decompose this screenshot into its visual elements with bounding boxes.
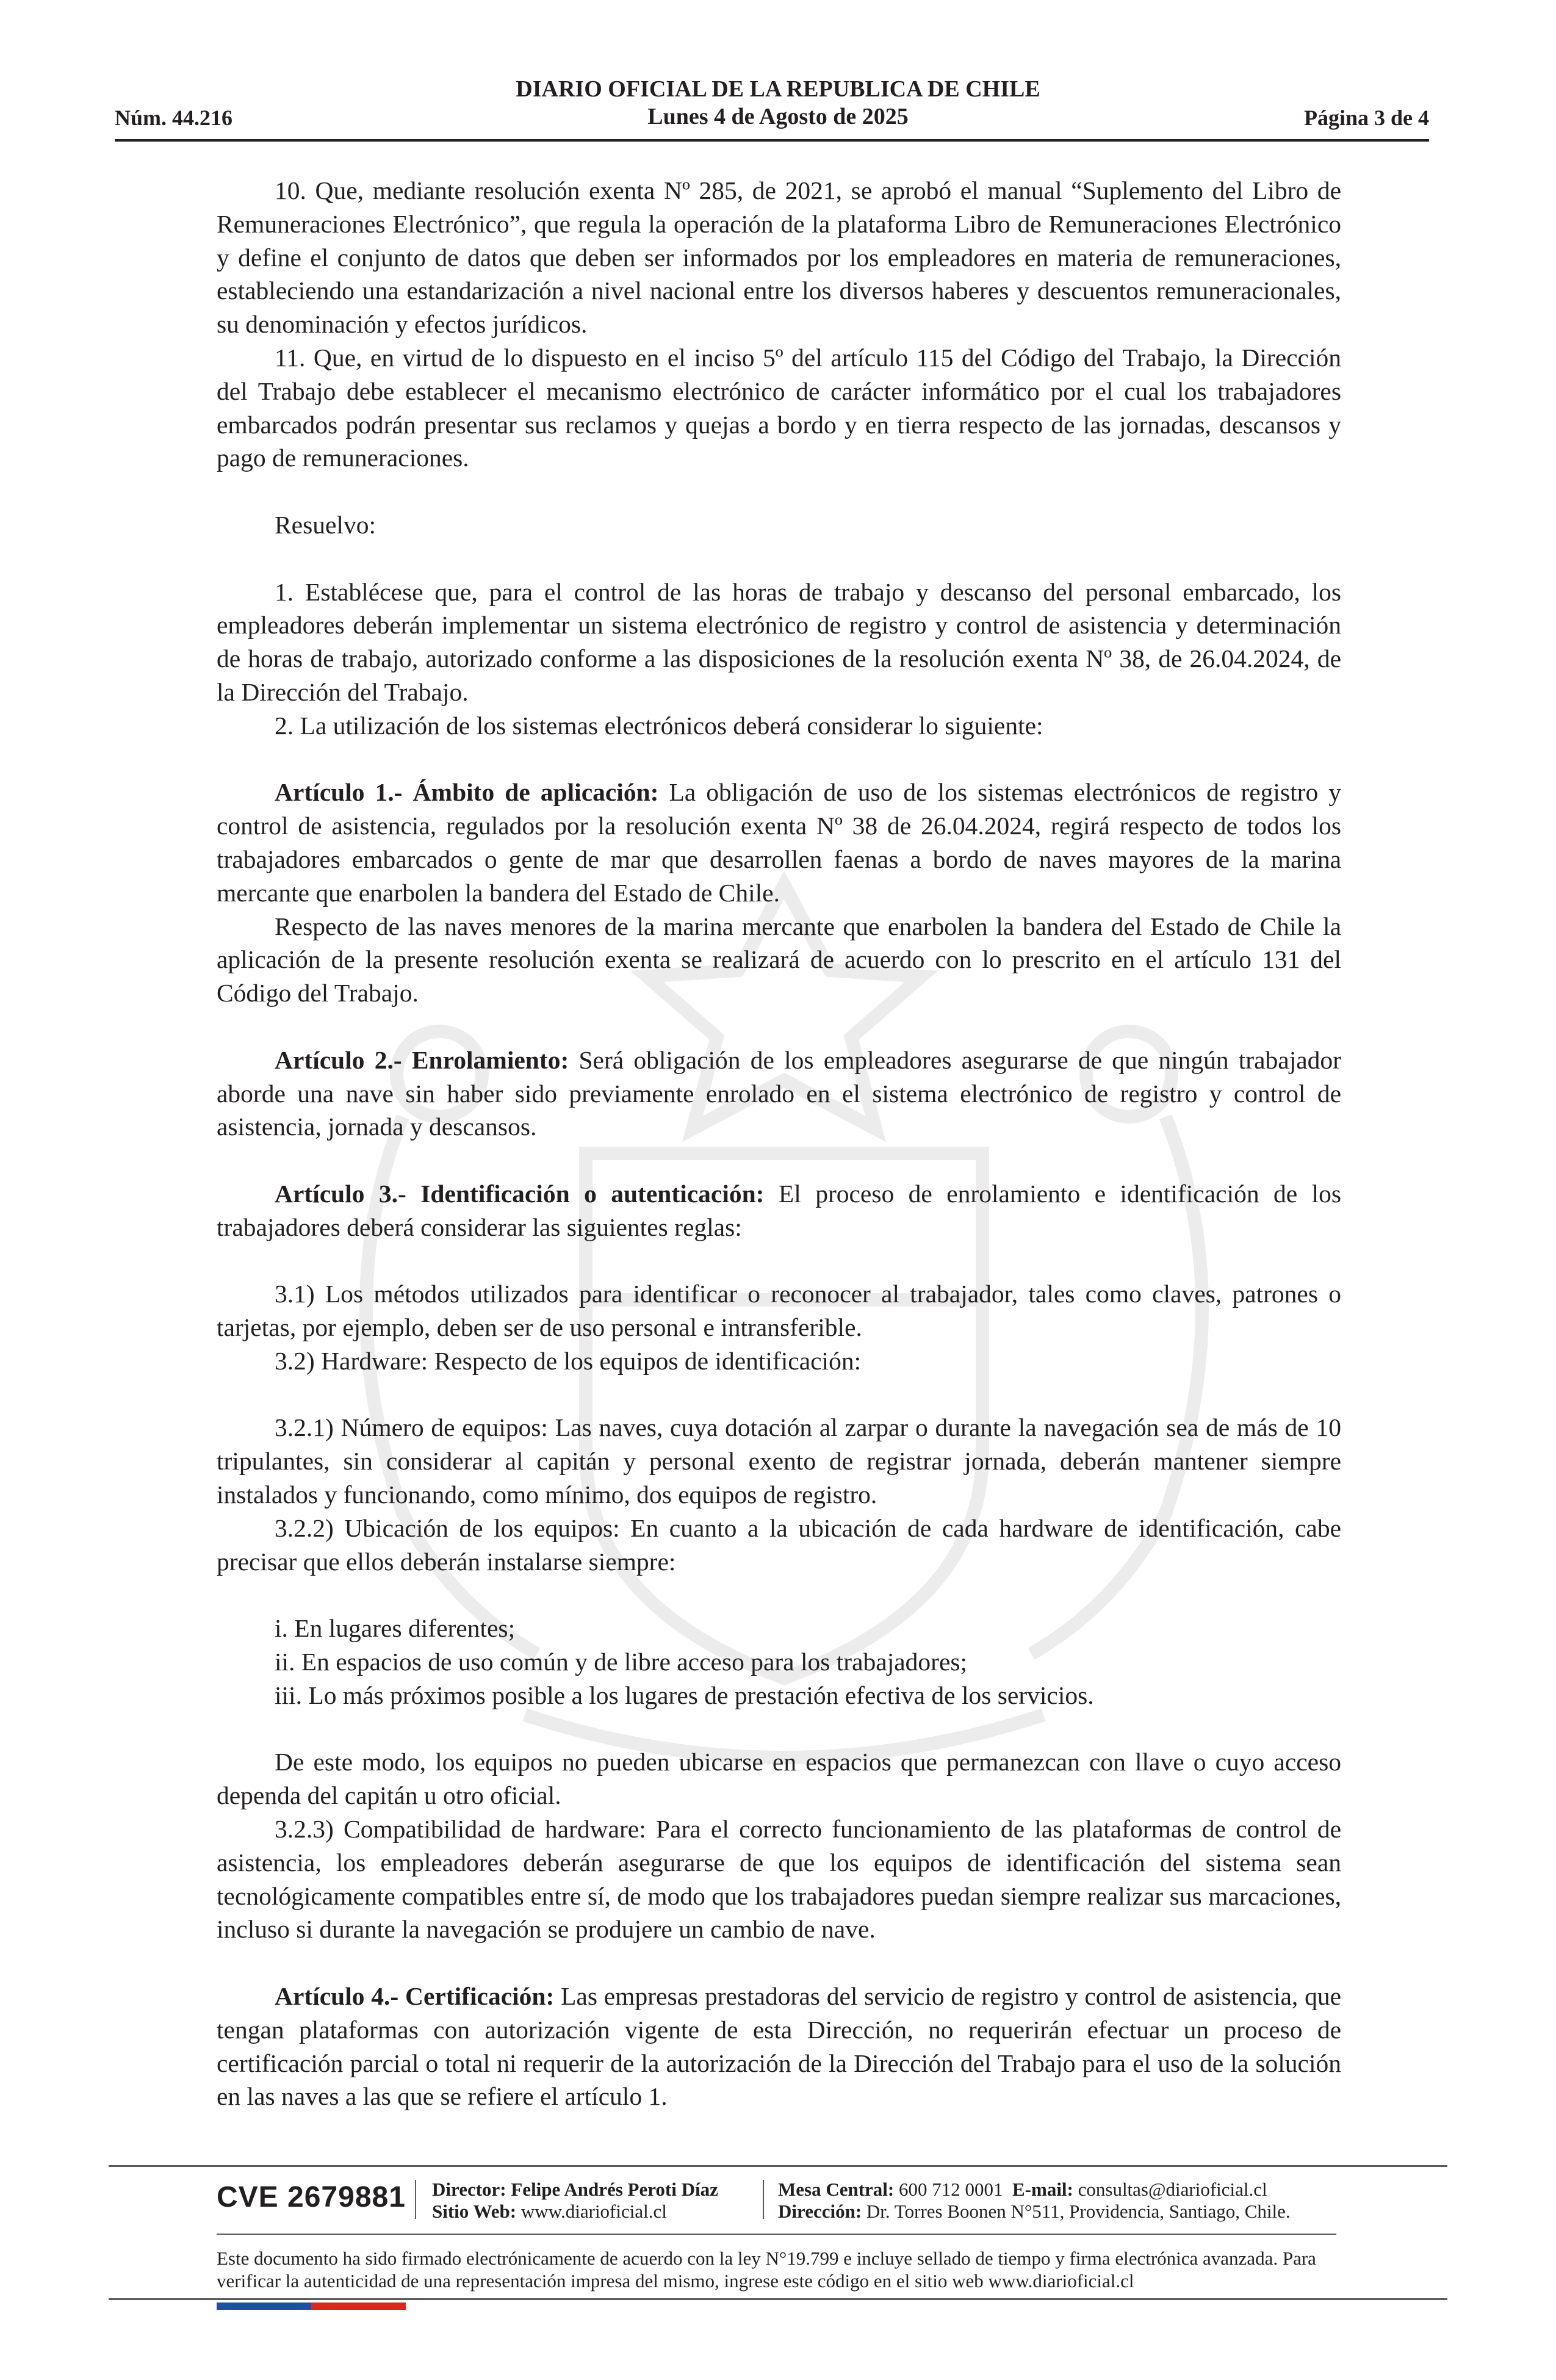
header-rule xyxy=(115,139,1429,142)
article-2-text: Será obligación de los empleadores asegurarse de que ningún trabajador aborde una nave sin haber sido previamente enrolado en el sistema electrónico de registro y control de asistencia, jornada y descansos. xyxy=(217,1045,1341,1141)
publication-title: DIARIO OFICIAL DE LA REPUBLICA DE CHILE xyxy=(516,76,1040,102)
article-3-title: Artículo 3.- Identificación o autenticación: xyxy=(275,1179,765,1208)
cve-code: CVE 2679881 xyxy=(217,2181,406,2213)
article-3 xyxy=(217,1177,1341,1244)
signature-note: Este documento ha sido firmado electrónicamente de acuerdo con la ley N°19.799 e incluye sellado de tiempo y firma electrónica avanzada. Para verificar la autenticidad de una representación impresa del mismo, ingrese este código en el sitio web www.diarioficial.cl xyxy=(217,2248,1316,2292)
director-label: Director: xyxy=(432,2179,506,2200)
article-4-text: Las empresas prestadoras del servicio de registro y control de asistencia, que tengan plataformas con autorización vigente de esta Dirección, no requerirán efectuar un proceso de certificación parcial o total ni requerir de la autorización de la Dirección del Trabajo para el uso de la solución en las naves a las que se refiere el artículo 1. xyxy=(217,1982,1341,2111)
list-item: iii. Lo más próximos posible a los lugares de prestación efectiva de los servicios. xyxy=(275,1681,1094,1709)
section-3-2-1: 3.2.1) Número de equipos: Las naves, cuya dotación al zarpar o durante la navegación sea de más de 10 tripulantes, sin considerar al capitán y personal exento de registrar jornada, deberán mantener siempre instalados y funcionando, como mínimo, dos equipos de registro. xyxy=(217,1413,1341,1509)
phone-label: Mesa Central: xyxy=(778,2179,895,2200)
article-1-paragraph-2: Respecto de las naves menores de la marina mercante que enarbolen la bandera del Estado de Chile la aplicación de la presente resolución exenta se realizará de acuerdo con lo prescrito en el artículo 131 del Código del Trabajo. xyxy=(217,912,1341,1008)
article-4 xyxy=(217,1980,1341,2113)
resuelvo-heading: Resuelvo: xyxy=(275,510,376,539)
email-link[interactable]: consultas@diarioficial.cl xyxy=(1073,2179,1267,2200)
paragraph-10: 10. Que, mediante resolución exenta Nº 285, de 2021, se aprobó el manual “Suplemento del Libro de Remuneraciones Electrónico”, que regula la operación de la plataforma Libro de Remuneraciones Electrónico y define el conjunto de datos que deben ser informados por los empleadores en materia de remuneraciones, estableciendo una estandarización a nivel nacional entre los diversos haberes y descuentos remuneracionales, su denominación y efectos jurídicos. xyxy=(217,176,1341,339)
section-3-1: 3.1) Los métodos utilizados para identificar o reconocer al trabajador, tales como claves, patrones o tarjetas, por ejemplo, deben ser de uso personal e intransferible. xyxy=(217,1280,1341,1342)
website-label: Sitio Web: xyxy=(432,2201,517,2222)
section-3-2-2: 3.2.2) Ubicación de los equipos: En cuanto a la ubicación de cada hardware de identificación, cabe precisar que ellos deberán instalarse siempre: xyxy=(217,1513,1341,1576)
article-1-text: La obligación de uso de los sistemas electrónicos de registro y control de asistencia, regulados por la resolución exenta Nº 38 de 26.04.2024, regirá respecto de todos los trabajadores embarcados o gente de mar que desarrollen faenas a bordo de naves mayores de la marina mercante que enarbolen la bandera del Estado de Chile. xyxy=(217,778,1341,907)
address-value: Dr. Torres Boonen N°511, Providencia, Santiago, Chile. xyxy=(862,2201,1291,2222)
list-item: i. En lugares diferentes; xyxy=(275,1614,516,1643)
article-4-title: Artículo 4.- Certificación: xyxy=(275,1982,555,2011)
footer-separator xyxy=(763,2180,764,2219)
publication-date: Lunes 4 de Agosto de 2025 xyxy=(647,104,909,129)
section-3-2-3: 3.2.3) Compatibilidad de hardware: Para el correcto funcionamiento de las plataformas de control de asistencia, los empleadores deberán asegurarse de que los equipos de identificación del sistema sean tecnológicamente compatibles entre sí, de modo que los trabajadores puedan siempre realizar sus marcaciones, incluso si durante la navegación se produjere un cambio de nave. xyxy=(217,1815,1341,1944)
phone-value: 600 712 0001 xyxy=(894,2179,1003,2200)
resolution-1: 1. Establécese que, para el control de las horas de trabajo y descanso del personal embarcado, los empleadores deberán implementar un sistema electrónico de registro y control de asistencia y determinación de horas de trabajo, autorizado conforme a las disposiciones de la resolución exenta Nº 38, de 26.04.2024, de la Dirección del Trabajo. xyxy=(217,577,1341,706)
article-1 xyxy=(217,776,1341,909)
resolution-2: 2. La utilización de los sistemas electrónicos deberá considerar lo siguiente: xyxy=(275,711,1043,740)
footer-contact-block xyxy=(778,2179,1291,2223)
footer-rule-top xyxy=(109,2165,1447,2167)
director-name: Felipe Andrés Peroti Díaz xyxy=(506,2179,718,2200)
list-item: ii. En espacios de uso común y de libre acceso para los trabajadores; xyxy=(275,1648,968,1676)
after-items-paragraph: De este modo, los equipos no pueden ubicarse en espacios que permanezcan con llave o cuyo acceso dependa del capitán u otro oficial. xyxy=(217,1748,1341,1810)
article-1-title: Artículo 1.- Ámbito de aplicación: xyxy=(275,778,659,807)
footer-rule-bottom xyxy=(109,2298,1447,2300)
flag-stripe-red xyxy=(311,2302,406,2310)
footer-rule-middle xyxy=(217,2234,1336,2235)
flag-stripe-blue xyxy=(217,2302,311,2310)
document-body xyxy=(217,174,1341,2113)
issue-number: Núm. 44.216 xyxy=(115,106,233,130)
article-2-title: Artículo 2.- Enrolamiento: xyxy=(275,1045,569,1074)
paragraph-11: 11. Que, en virtud de lo dispuesto en el inciso 5º del artículo 115 del Código del Trabajo, la Dirección del Trabajo debe establecer el mecanismo electrónico de carácter informático por el cual los trabajadores embarcados podrán presentar sus reclamos y quejas a bordo y en tierra respecto de las jornadas, descansos y pago de remuneraciones. xyxy=(217,343,1341,472)
website-link[interactable]: www.diarioficial.cl xyxy=(516,2201,667,2222)
address-label: Dirección: xyxy=(778,2201,862,2222)
email-label: E-mail: xyxy=(1012,2179,1073,2200)
page-number: Página 3 de 4 xyxy=(1303,106,1429,130)
article-2 xyxy=(217,1044,1341,1144)
footer-director-block xyxy=(432,2179,718,2223)
article-3-text: El proceso de enrolamiento e identificación de los trabajadores deberá considerar las siguientes reglas: xyxy=(217,1179,1341,1241)
section-3-2: 3.2) Hardware: Respecto de los equipos de identificación: xyxy=(275,1346,862,1375)
footer-separator xyxy=(415,2180,416,2219)
